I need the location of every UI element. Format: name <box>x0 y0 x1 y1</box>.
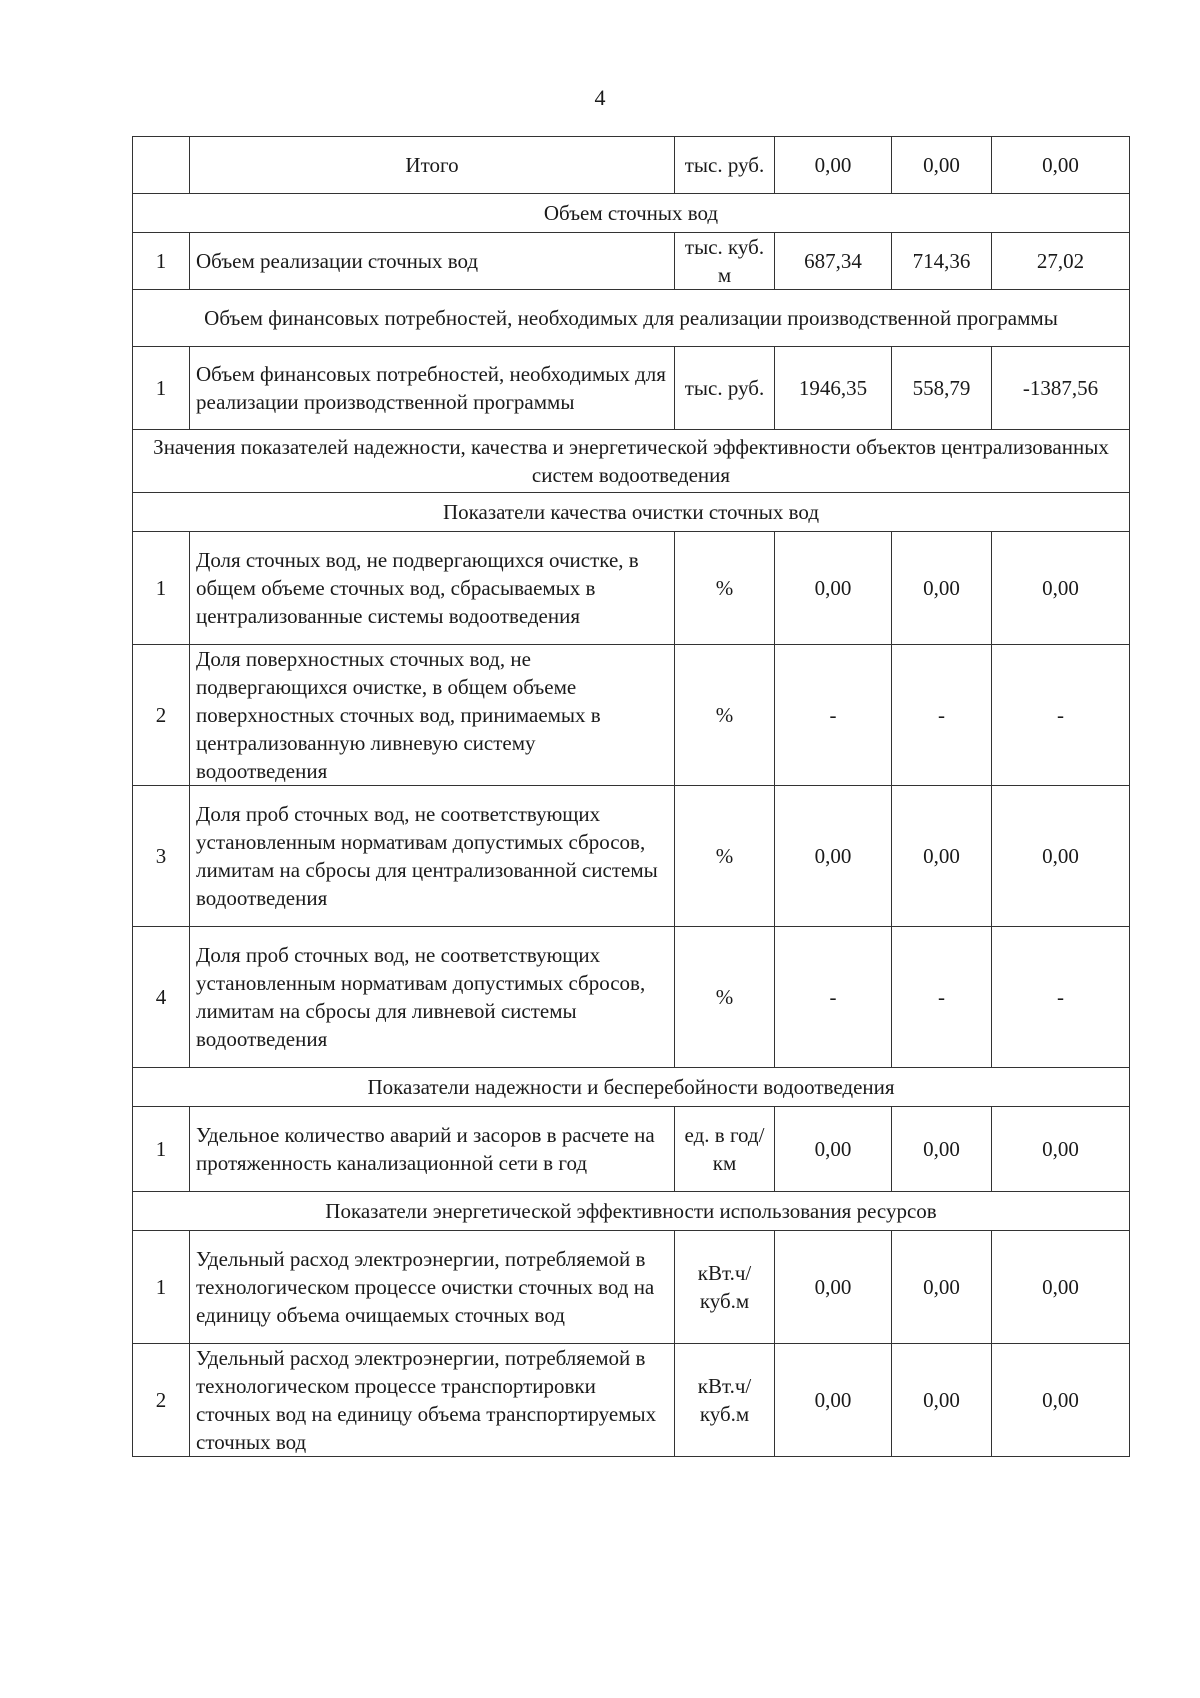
row-name: Объем финансовых потребностей, необходимых для реализации производственной программы <box>190 347 675 430</box>
row-value-3: 27,02 <box>992 233 1130 290</box>
row-value-2: 0,00 <box>892 1107 992 1192</box>
row-value-3: 0,00 <box>992 786 1130 927</box>
row-name: Итого <box>190 137 675 194</box>
section-title: Показатели надежности и бесперебойности водоотведения <box>133 1068 1130 1107</box>
section-header-finance <box>133 290 1130 347</box>
row-value-1: 1946,35 <box>775 347 892 430</box>
page-number: 4 <box>594 85 606 110</box>
row-unit: тыс. руб. <box>675 137 775 194</box>
table-row-total <box>133 137 1130 194</box>
row-name: Удельное количество аварий и засоров в расчете на протяженность канализационной сети в год <box>190 1107 675 1192</box>
row-value-2: 714,36 <box>892 233 992 290</box>
row-value-2: 0,00 <box>892 1344 992 1457</box>
row-value-1: - <box>775 645 892 786</box>
row-value-2: 0,00 <box>892 532 992 645</box>
row-number: 4 <box>133 927 190 1068</box>
row-unit: кВт.ч/ куб.м <box>675 1231 775 1344</box>
section-title: Объем сточных вод <box>133 194 1130 233</box>
row-number: 1 <box>133 347 190 430</box>
row-value-2: 0,00 <box>892 786 992 927</box>
row-value-3: -1387,56 <box>992 347 1130 430</box>
row-number: 1 <box>133 233 190 290</box>
row-value-2: 558,79 <box>892 347 992 430</box>
table-row-quality <box>133 532 1130 645</box>
row-name: Объем реализации сточных вод <box>190 233 675 290</box>
row-value-2: 0,00 <box>892 137 992 194</box>
section-title: Показатели энергетической эффективности использования ресурсов <box>133 1192 1130 1231</box>
row-value-2: - <box>892 645 992 786</box>
section-title: Объем финансовых потребностей, необходимых для реализации производственной программы <box>133 290 1130 347</box>
row-value-1: 0,00 <box>775 1107 892 1192</box>
section-header-energy <box>133 1192 1130 1231</box>
row-number: 1 <box>133 1107 190 1192</box>
table-row-energy <box>133 1231 1130 1344</box>
row-unit: % <box>675 645 775 786</box>
row-value-1: 0,00 <box>775 1231 892 1344</box>
row-number: 1 <box>133 532 190 645</box>
row-value-1: 0,00 <box>775 532 892 645</box>
table-row-energy <box>133 1344 1130 1457</box>
row-value-1: 0,00 <box>775 1344 892 1457</box>
row-unit: тыс. руб. <box>675 347 775 430</box>
row-unit: кВт.ч/ куб.м <box>675 1344 775 1457</box>
row-value-3: 0,00 <box>992 1107 1130 1192</box>
table-row-quality <box>133 927 1130 1068</box>
row-number <box>133 137 190 194</box>
section-title: Значения показателей надежности, качества и энергетической эффективности объектов централизованных систем водоотведения <box>133 430 1130 493</box>
row-value-3: - <box>992 645 1130 786</box>
row-unit: % <box>675 927 775 1068</box>
row-value-1: 0,00 <box>775 137 892 194</box>
row-value-3: 0,00 <box>992 137 1130 194</box>
row-unit: ед. в год/ км <box>675 1107 775 1192</box>
row-unit: тыс. куб. м <box>675 233 775 290</box>
row-unit: % <box>675 786 775 927</box>
row-value-2: 0,00 <box>892 1231 992 1344</box>
row-number: 2 <box>133 1344 190 1457</box>
row-name: Доля проб сточных вод, не соответствующих установленным нормативам допустимых сбросов, лимитам на сбросы для централизованной системы водоотведения <box>190 786 675 927</box>
row-unit: % <box>675 532 775 645</box>
table-row-quality <box>133 786 1130 927</box>
row-value-3: - <box>992 927 1130 1068</box>
row-name: Доля сточных вод, не подвергающихся очистке, в общем объеме сточных вод, сбрасываемых в централизованные системы водоотведения <box>190 532 675 645</box>
row-number: 1 <box>133 1231 190 1344</box>
row-value-2: - <box>892 927 992 1068</box>
row-number: 3 <box>133 786 190 927</box>
table-row-volume <box>133 233 1130 290</box>
section-header-reliability <box>133 1068 1130 1107</box>
row-name: Удельный расход электроэнергии, потребляемой в технологическом процессе транспортировки сточных вод на единицу объема транспортируемых сточных вод <box>190 1344 675 1457</box>
table-row-finance <box>133 347 1130 430</box>
section-header-indicators <box>133 430 1130 493</box>
row-value-1: 687,34 <box>775 233 892 290</box>
section-header-volume <box>133 194 1130 233</box>
row-value-3: 0,00 <box>992 532 1130 645</box>
section-title: Показатели качества очистки сточных вод <box>133 493 1130 532</box>
row-name: Удельный расход электроэнергии, потребляемой в технологическом процессе очистки сточных вод на единицу объема очищаемых сточных вод <box>190 1231 675 1344</box>
indicators-table <box>132 136 1130 1457</box>
table-row-quality <box>133 645 1130 786</box>
row-number: 2 <box>133 645 190 786</box>
section-header-quality <box>133 493 1130 532</box>
row-value-3: 0,00 <box>992 1344 1130 1457</box>
row-value-1: - <box>775 927 892 1068</box>
table-row-reliability <box>133 1107 1130 1192</box>
row-name: Доля проб сточных вод, не соответствующих установленным нормативам допустимых сбросов, лимитам на сбросы для ливневой системы водоотведения <box>190 927 675 1068</box>
row-value-1: 0,00 <box>775 786 892 927</box>
row-value-3: 0,00 <box>992 1231 1130 1344</box>
row-name: Доля поверхностных сточных вод, не подвергающихся очистке, в общем объеме поверхностных сточных вод, принимаемых в централизованную ливневую систему водоотведения <box>190 645 675 786</box>
